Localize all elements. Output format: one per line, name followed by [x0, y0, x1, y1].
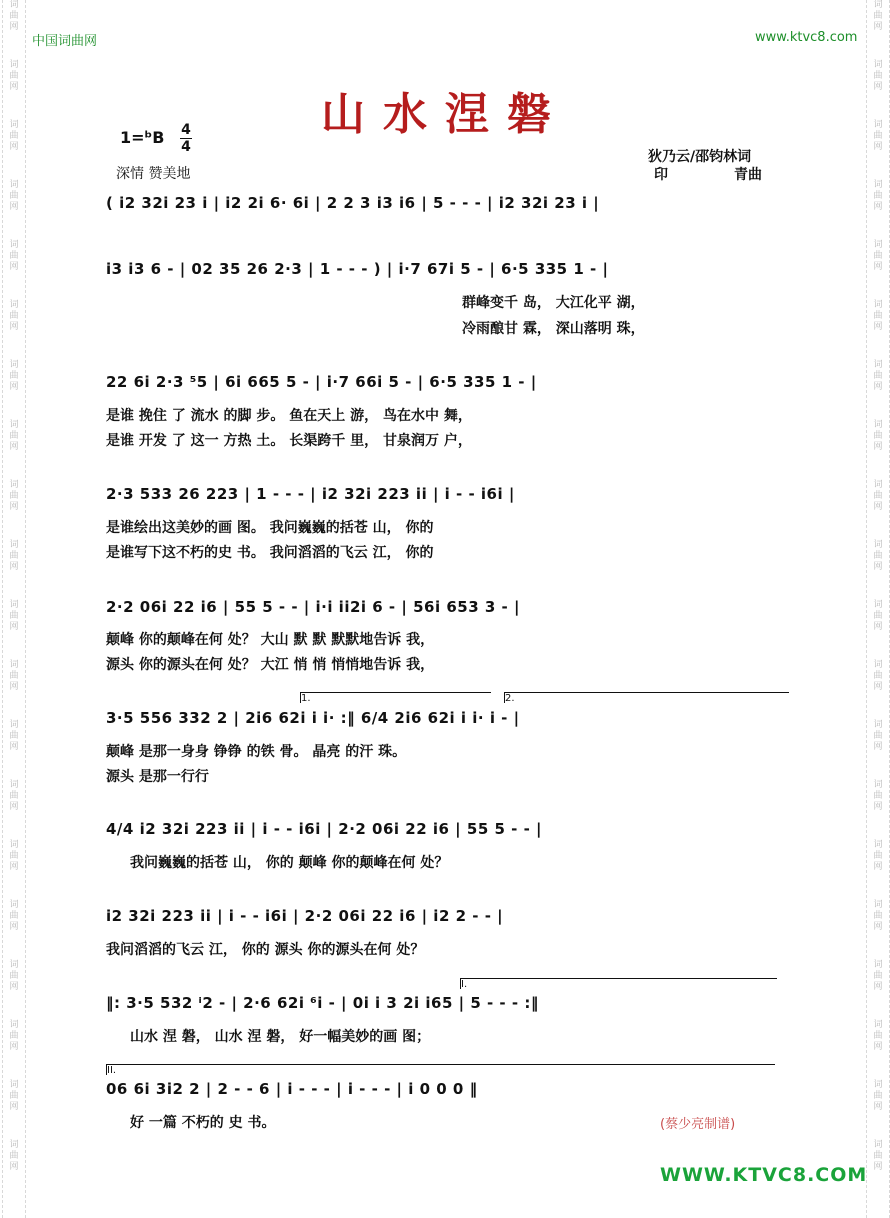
watermark-unit [9, 1140, 18, 1173]
watermark-char: 曲 [9, 491, 19, 501]
notation-line: i2 32i 223 ii | i - - i6i | 2·2 06i 22 i6 | i2 2 - - | [106, 907, 504, 925]
watermark-unit [9, 960, 18, 993]
watermark-char: 曲 [873, 71, 883, 81]
watermark-char: 词 [9, 1080, 19, 1090]
watermark-char: 词 [873, 600, 883, 610]
watermark-char: 网 [873, 142, 883, 152]
watermark-char: 曲 [873, 371, 883, 381]
watermark-char: 网 [873, 322, 883, 332]
watermark-char: 网 [9, 562, 19, 572]
lyric-line: 好 一篇 不朽的 史 书。 [130, 1115, 276, 1131]
watermark-char: 词 [9, 240, 19, 250]
watermark-unit [873, 1140, 882, 1173]
watermark-char: 曲 [873, 1091, 883, 1101]
watermark-unit [873, 900, 882, 933]
watermark-char: 曲 [873, 551, 883, 561]
watermark-char: 曲 [9, 971, 19, 981]
watermark-char: 网 [873, 382, 883, 392]
watermark-unit [9, 900, 18, 933]
watermark-char: 网 [9, 742, 19, 752]
lyric-line: 源头 是那一行行 [106, 769, 209, 785]
watermark-char: 曲 [9, 551, 19, 561]
lyric-line: 冷雨酿甘 霖， 深山落明 珠， [462, 321, 645, 337]
watermark-char: 词 [873, 660, 883, 670]
composer-surname: 印 [654, 167, 668, 183]
notation-line: i3 i3 6 - | 02 35 26 2·3 | 1 - - - ) | i·7 67i 5 - | 6·5 335 1 - | [106, 260, 609, 278]
watermark-char: 网 [873, 622, 883, 632]
watermark-unit [9, 600, 18, 633]
watermark-char: 词 [9, 360, 19, 370]
watermark-unit [873, 600, 882, 633]
watermark-unit [9, 420, 18, 453]
watermark-char: 网 [873, 22, 883, 32]
watermark-unit [9, 540, 18, 573]
watermark-char: 词 [873, 0, 883, 10]
watermark-char: 网 [9, 142, 19, 152]
watermark-char: 词 [9, 540, 19, 550]
time-sig-top: 4 [181, 122, 191, 138]
watermark-char: 词 [9, 600, 19, 610]
watermark-char: 网 [9, 622, 19, 632]
watermark-char: 词 [9, 960, 19, 970]
lyric-line: 颠峰 是那一身身 铮铮 的铁 骨。 晶亮 的汗 珠。 [106, 744, 407, 760]
site-name: 中国词曲网 [32, 34, 98, 49]
volta-bracket-1: 1. [300, 692, 491, 703]
watermark-char: 曲 [9, 731, 19, 741]
watermark-char: 网 [873, 442, 883, 452]
watermark-char: 网 [9, 22, 19, 32]
watermark-char: 曲 [873, 911, 883, 921]
watermark-unit [9, 480, 18, 513]
watermark-unit [873, 960, 882, 993]
transcriber-credit: (蔡少亮制谱) [660, 1117, 736, 1132]
watermark-char: 词 [9, 840, 19, 850]
watermark-char: 网 [873, 82, 883, 92]
watermark-char: 网 [9, 82, 19, 92]
watermark-unit [9, 840, 18, 873]
watermark-char: 网 [873, 982, 883, 992]
watermark-unit [873, 840, 882, 873]
watermark-unit [9, 780, 18, 813]
notation-line: 22 6i 2·3 ⁵5 | 6i 665 5 - | i·7 66i 5 - | 6·5 335 1 - | [106, 373, 537, 391]
watermark-char: 网 [873, 862, 883, 872]
time-sig-bottom: 4 [181, 139, 191, 155]
lyric-line: 是谁写下这不朽的史 书。 我问滔滔的飞云 江， 你的 [106, 545, 434, 561]
watermark-char: 词 [873, 780, 883, 790]
watermark-char: 词 [873, 720, 883, 730]
watermark-char: 网 [9, 382, 19, 392]
notation-line: 4/4 i2 32i 223 ii | i - - i6i | 2·2 06i 22 i6 | 55 5 - - | [106, 820, 543, 838]
watermark-char: 曲 [9, 371, 19, 381]
watermark-char: 词 [873, 420, 883, 430]
notation-line: ( i2 32i 23 i | i2 2i 6· 6i | 2 2 3 i3 i6 | 5 - - - | i2 32i 23 i | [106, 194, 600, 212]
watermark-unit [873, 660, 882, 693]
watermark-char: 曲 [873, 671, 883, 681]
watermark-char: 词 [9, 180, 19, 190]
watermark-char: 网 [873, 1042, 883, 1052]
watermark-char: 词 [9, 780, 19, 790]
watermark-char: 曲 [873, 311, 883, 321]
watermark-char: 曲 [9, 1031, 19, 1041]
watermark-char: 词 [873, 60, 883, 70]
key-signature: 1=ᵇB [120, 128, 165, 147]
watermark-char: 曲 [9, 431, 19, 441]
watermark-char: 曲 [873, 731, 883, 741]
watermark-unit [873, 240, 882, 273]
watermark-char: 网 [9, 442, 19, 452]
watermark-char: 曲 [873, 251, 883, 261]
watermark-char: 词 [873, 360, 883, 370]
watermark-char: 网 [873, 1102, 883, 1112]
watermark-unit [873, 480, 882, 513]
notation-line: 2·2 06i 22 i6 | 55 5 - - | i·i ii2i 6 - | 56i 653 3 - | [106, 598, 520, 616]
watermark-char: 网 [873, 682, 883, 692]
watermark-unit [9, 240, 18, 273]
watermark-char: 曲 [9, 11, 19, 21]
watermark-char: 词 [9, 660, 19, 670]
watermark-unit [873, 1020, 882, 1053]
watermark-char: 网 [9, 322, 19, 332]
notation-line: ‖: 3·5 532 ⁱ2 - | 2·6 62i ⁶i - | 0i i 3 2i i65 | 5 - - - :‖ [106, 994, 539, 1012]
watermark-unit [873, 180, 882, 213]
watermark-unit [873, 360, 882, 393]
lyric-line: 源头 你的源头在何 处？ 大江 悄 悄 悄悄地告诉 我， [106, 657, 435, 673]
watermark-char: 曲 [873, 851, 883, 861]
lyric-line: 颠峰 你的颠峰在何 处？ 大山 默 默 默默地告诉 我， [106, 632, 435, 648]
watermark-unit [9, 300, 18, 333]
watermark-unit [9, 360, 18, 393]
watermark-char: 词 [873, 300, 883, 310]
watermark-char: 曲 [873, 11, 883, 21]
lyric-line: 群峰变千 岛， 大江化平 湖， [462, 295, 645, 311]
watermark-unit [873, 420, 882, 453]
lyric-line: 我问巍巍的括苍 山， 你的 颠峰 你的颠峰在何 处？ [130, 855, 449, 871]
lyricist-credit: 狄乃云/邵钧林词 [648, 149, 752, 165]
watermark-char: 曲 [9, 1151, 19, 1161]
watermark-char: 词 [873, 180, 883, 190]
watermark-char: 网 [9, 802, 19, 812]
watermark-char: 词 [9, 1020, 19, 1030]
watermark-char: 词 [873, 900, 883, 910]
watermark-char: 网 [873, 502, 883, 512]
watermark-char: 网 [873, 202, 883, 212]
notation-line: 2·3 533 26 223 | 1 - - - | i2 32i 223 ii | i - - i6i | [106, 485, 515, 503]
watermark-char: 词 [873, 540, 883, 550]
watermark-char: 网 [9, 862, 19, 872]
watermark-char: 曲 [873, 1031, 883, 1041]
time-signature [180, 122, 192, 155]
lyric-line: 山水 涅 磐， 山水 涅 磐， 好一幅美妙的画 图； [130, 1029, 431, 1045]
watermark-char: 词 [9, 480, 19, 490]
watermark-char: 网 [9, 1102, 19, 1112]
volta-bracket-2: 2. [504, 692, 789, 703]
watermark-unit [873, 1080, 882, 1113]
watermark-char: 曲 [873, 131, 883, 141]
watermark-char: 曲 [9, 311, 19, 321]
watermark-char: 网 [873, 262, 883, 272]
watermark-unit [873, 780, 882, 813]
lyric-line: 是谁绘出这美妙的画 图。 我问巍巍的括苍 山， 你的 [106, 520, 434, 536]
tempo-marking: 深情 赞美地 [116, 166, 191, 182]
site-url-link[interactable]: www.ktvc8.com [755, 30, 858, 45]
watermark-unit [873, 0, 882, 33]
watermark-char: 曲 [9, 611, 19, 621]
watermark-char: 词 [9, 720, 19, 730]
watermark-char: 网 [9, 502, 19, 512]
notation-line: 3·5 556 332 2 | 2i6 62i i i· :‖ 6/4 2i6 62i i i· i - | [106, 709, 520, 727]
watermark-char: 网 [873, 922, 883, 932]
watermark-unit [9, 1020, 18, 1053]
watermark-char: 网 [9, 262, 19, 272]
watermark-char: 词 [873, 960, 883, 970]
watermark-char: 曲 [873, 491, 883, 501]
watermark-char: 曲 [873, 1151, 883, 1161]
volta-bracket-II: II. [106, 1064, 775, 1075]
lyric-line: 是谁 挽住 了 流水 的脚 步。 鱼在天上 游， 鸟在水中 舞， [106, 408, 472, 424]
watermark-unit [9, 0, 18, 33]
watermark-char: 曲 [873, 971, 883, 981]
watermark-char: 网 [9, 922, 19, 932]
watermark-unit [873, 720, 882, 753]
volta-bracket-I: I. [460, 978, 777, 989]
watermark-char: 词 [873, 240, 883, 250]
watermark-char: 词 [873, 1020, 883, 1030]
watermark-char: 词 [9, 900, 19, 910]
watermark-char: 网 [873, 802, 883, 812]
watermark-char: 词 [9, 120, 19, 130]
watermark-unit [9, 720, 18, 753]
watermark-char: 曲 [9, 191, 19, 201]
watermark-unit [873, 300, 882, 333]
watermark-char: 曲 [9, 71, 19, 81]
watermark-char: 网 [873, 742, 883, 752]
footer-site-logo[interactable]: WWW.KTVC8.COM [660, 1164, 868, 1186]
lyric-line: 是谁 开发 了 这一 方热 土。 长渠跨千 里， 甘泉润万 户， [106, 433, 472, 449]
watermark-char: 网 [873, 1162, 883, 1172]
watermark-char: 曲 [9, 911, 19, 921]
watermark-char: 词 [9, 1140, 19, 1150]
watermark-char: 词 [9, 300, 19, 310]
watermark-char: 曲 [9, 791, 19, 801]
watermark-char: 词 [873, 1140, 883, 1150]
watermark-char: 曲 [873, 431, 883, 441]
left-watermark-strip [2, 0, 26, 1218]
watermark-char: 词 [9, 60, 19, 70]
watermark-char: 词 [873, 120, 883, 130]
composer-name: 青曲 [734, 167, 762, 183]
watermark-char: 曲 [873, 191, 883, 201]
watermark-char: 曲 [873, 791, 883, 801]
watermark-char: 网 [9, 202, 19, 212]
watermark-char: 曲 [9, 251, 19, 261]
watermark-char: 网 [9, 682, 19, 692]
watermark-char: 网 [9, 1162, 19, 1172]
song-title: 山水涅磐 [321, 89, 569, 140]
watermark-char: 词 [9, 0, 19, 10]
watermark-char: 曲 [9, 671, 19, 681]
watermark-char: 词 [873, 840, 883, 850]
watermark-unit [9, 660, 18, 693]
watermark-char: 词 [873, 1080, 883, 1090]
watermark-unit [9, 180, 18, 213]
watermark-char: 词 [9, 420, 19, 430]
watermark-char: 网 [9, 1042, 19, 1052]
watermark-unit [873, 540, 882, 573]
lyric-line: 我问滔滔的飞云 江， 你的 源头 你的源头在何 处？ [106, 942, 425, 958]
watermark-unit [9, 1080, 18, 1113]
right-watermark-strip [866, 0, 890, 1218]
watermark-char: 曲 [9, 851, 19, 861]
watermark-char: 曲 [9, 1091, 19, 1101]
composer-credit [654, 164, 762, 184]
watermark-char: 曲 [9, 131, 19, 141]
watermark-char: 词 [873, 480, 883, 490]
notation-line: 06 6i 3i2 2 | 2 - - 6 | i - - - | i - - - | i 0 0 0 ‖ [106, 1080, 478, 1098]
watermark-char: 曲 [873, 611, 883, 621]
watermark-char: 网 [9, 982, 19, 992]
watermark-char: 网 [873, 562, 883, 572]
